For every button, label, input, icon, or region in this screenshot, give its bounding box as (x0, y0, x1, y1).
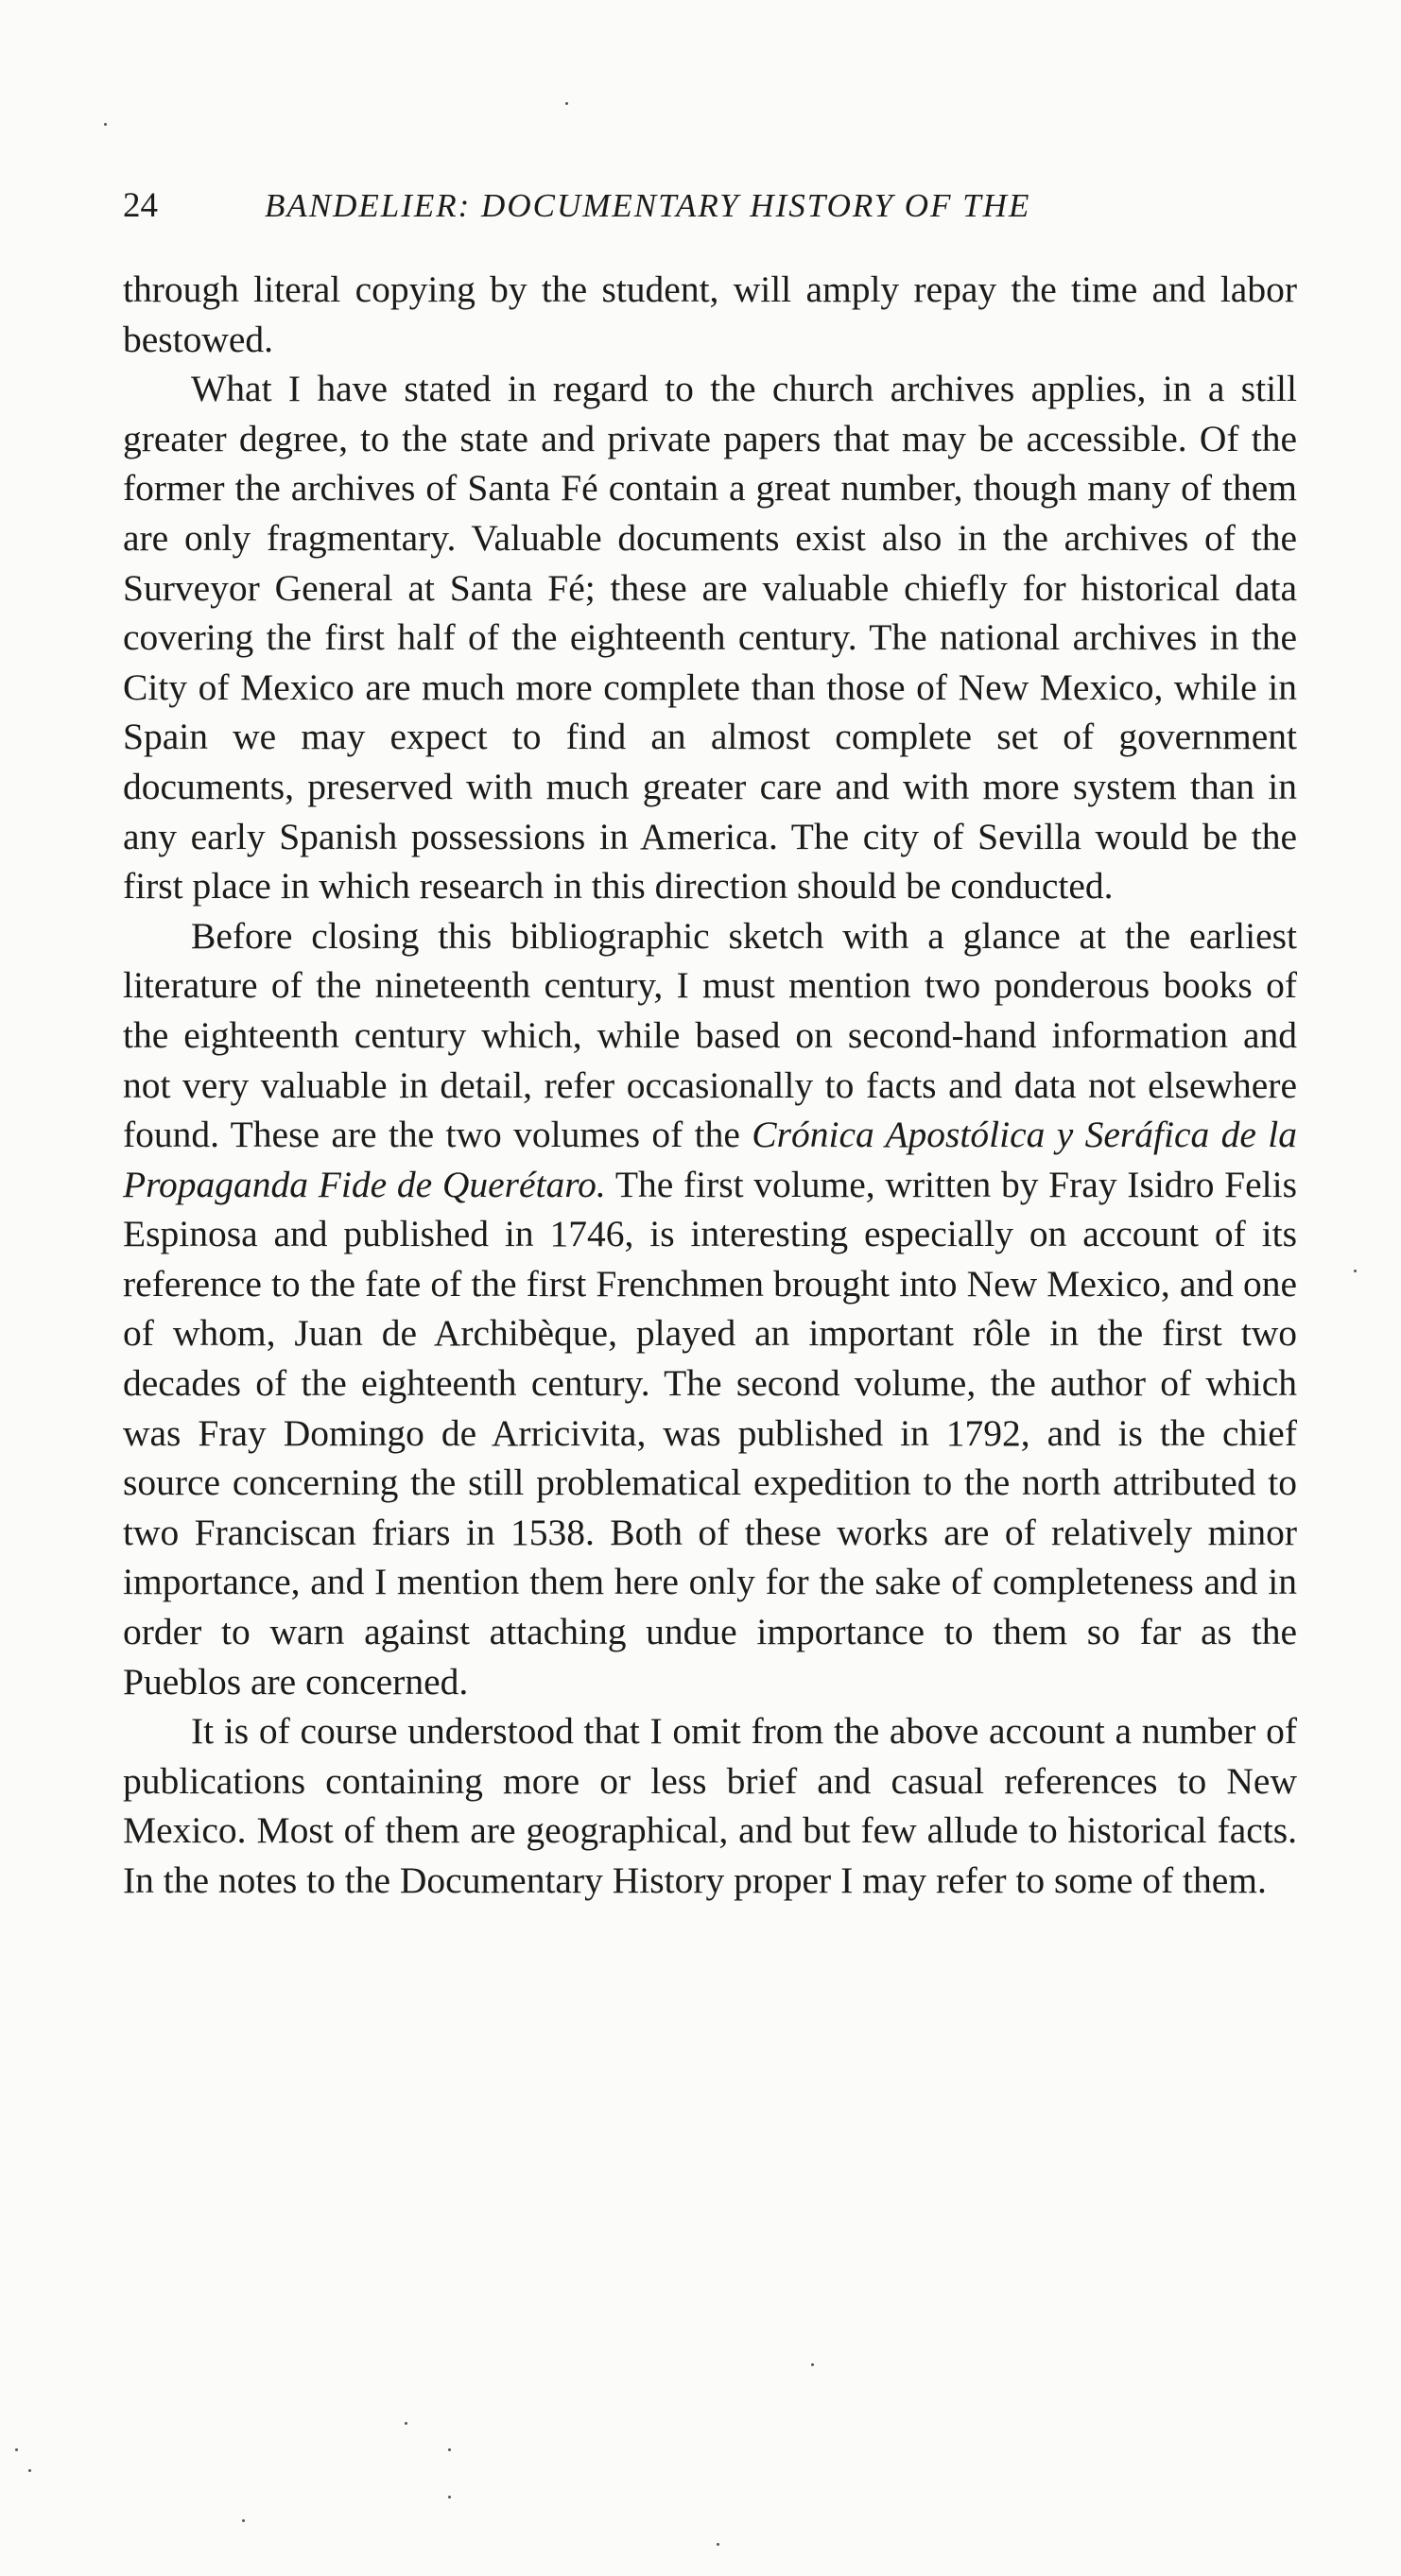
paragraph-3-text-b: The first volume, written by Fray Isidro Felis Espinosa and published in 1746, is interesting especially on account of its reference to the fate of the first Frenchmen brought into New Mexico, and one of whom, Juan de Archibèque, played an important rôle in the first two decades of the eighteenth century. The second volume, the author of which was Fray Domingo de Arricivita, was published in 1792, and is the chief source concerning the still problematical expedition to the north attributed to two Franciscan friars in 1538. Both of these works are of relatively minor importance, and I mention them here only for the sake of completeness and in order to warn against attaching undue importance to them so far as the Pueblos are concerned. (123, 1163, 1297, 1703)
scan-speck (15, 2448, 18, 2451)
paragraph-2: What I have stated in regard to the church archives applies, in a still greater degree, to the state and private papers that may be accessible. Of the former the archives of Santa Fé contain a great number, though many of them are only fragmentary. Valuable documents exist also in the archives of the Surveyor General at Santa Fé; these are valuable chiefly for historical data covering the first half of the eighteenth century. The national archives in the City of Mexico are much more complete than those of New Mexico, while in Spain we may expect to find an almost complete set of government documents, preserved with much greater care and with more system than in any early Spanish possessions in America. The city of Sevilla would be the first place in which research in this direction should be conducted. (123, 368, 1297, 908)
scan-speck (565, 102, 568, 105)
scan-speck (405, 2422, 407, 2425)
paragraph-1: through literal copying by the student, will amply repay the time and labor bestowed. (123, 268, 1297, 360)
scan-speck (1354, 1270, 1357, 1272)
scan-speck (104, 123, 107, 126)
paragraph-3-text-a: Before closing this bibliographic sketch with a glance at the earliest literature of the nineteenth century, I must mention two ponderous books of the eighteenth century which, while based on second-hand information and not very valuable in detail, refer occasionally to facts and data not elsewhere found. These are the two volumes of the (123, 914, 1297, 1156)
body-text (123, 265, 1297, 1906)
running-head: BANDELIER: DOCUMENTARY HISTORY OF THE (265, 187, 1031, 224)
paragraph-3 (123, 911, 1297, 1707)
scan-speck (448, 2448, 451, 2451)
scan-speck (28, 2469, 31, 2472)
page-number: 24 (123, 186, 158, 225)
scan-speck (717, 2543, 719, 2546)
paragraph-4: It is of course understood that I omit from the above account a number of publications containing more or less brief and casual references to New Mexico. Most of them are geographical, and but few allude to historical facts. In the notes to the Documentary History proper I may refer to some of them. (123, 1710, 1297, 1901)
scan-speck (448, 2496, 451, 2498)
scan-speck (811, 2363, 814, 2366)
page-header (123, 178, 1295, 234)
scan-speck (242, 2519, 245, 2522)
book-title: Crónica Apostólica y Seráfica de la Propaganda Fide de Querétaro. (123, 1114, 1298, 1205)
